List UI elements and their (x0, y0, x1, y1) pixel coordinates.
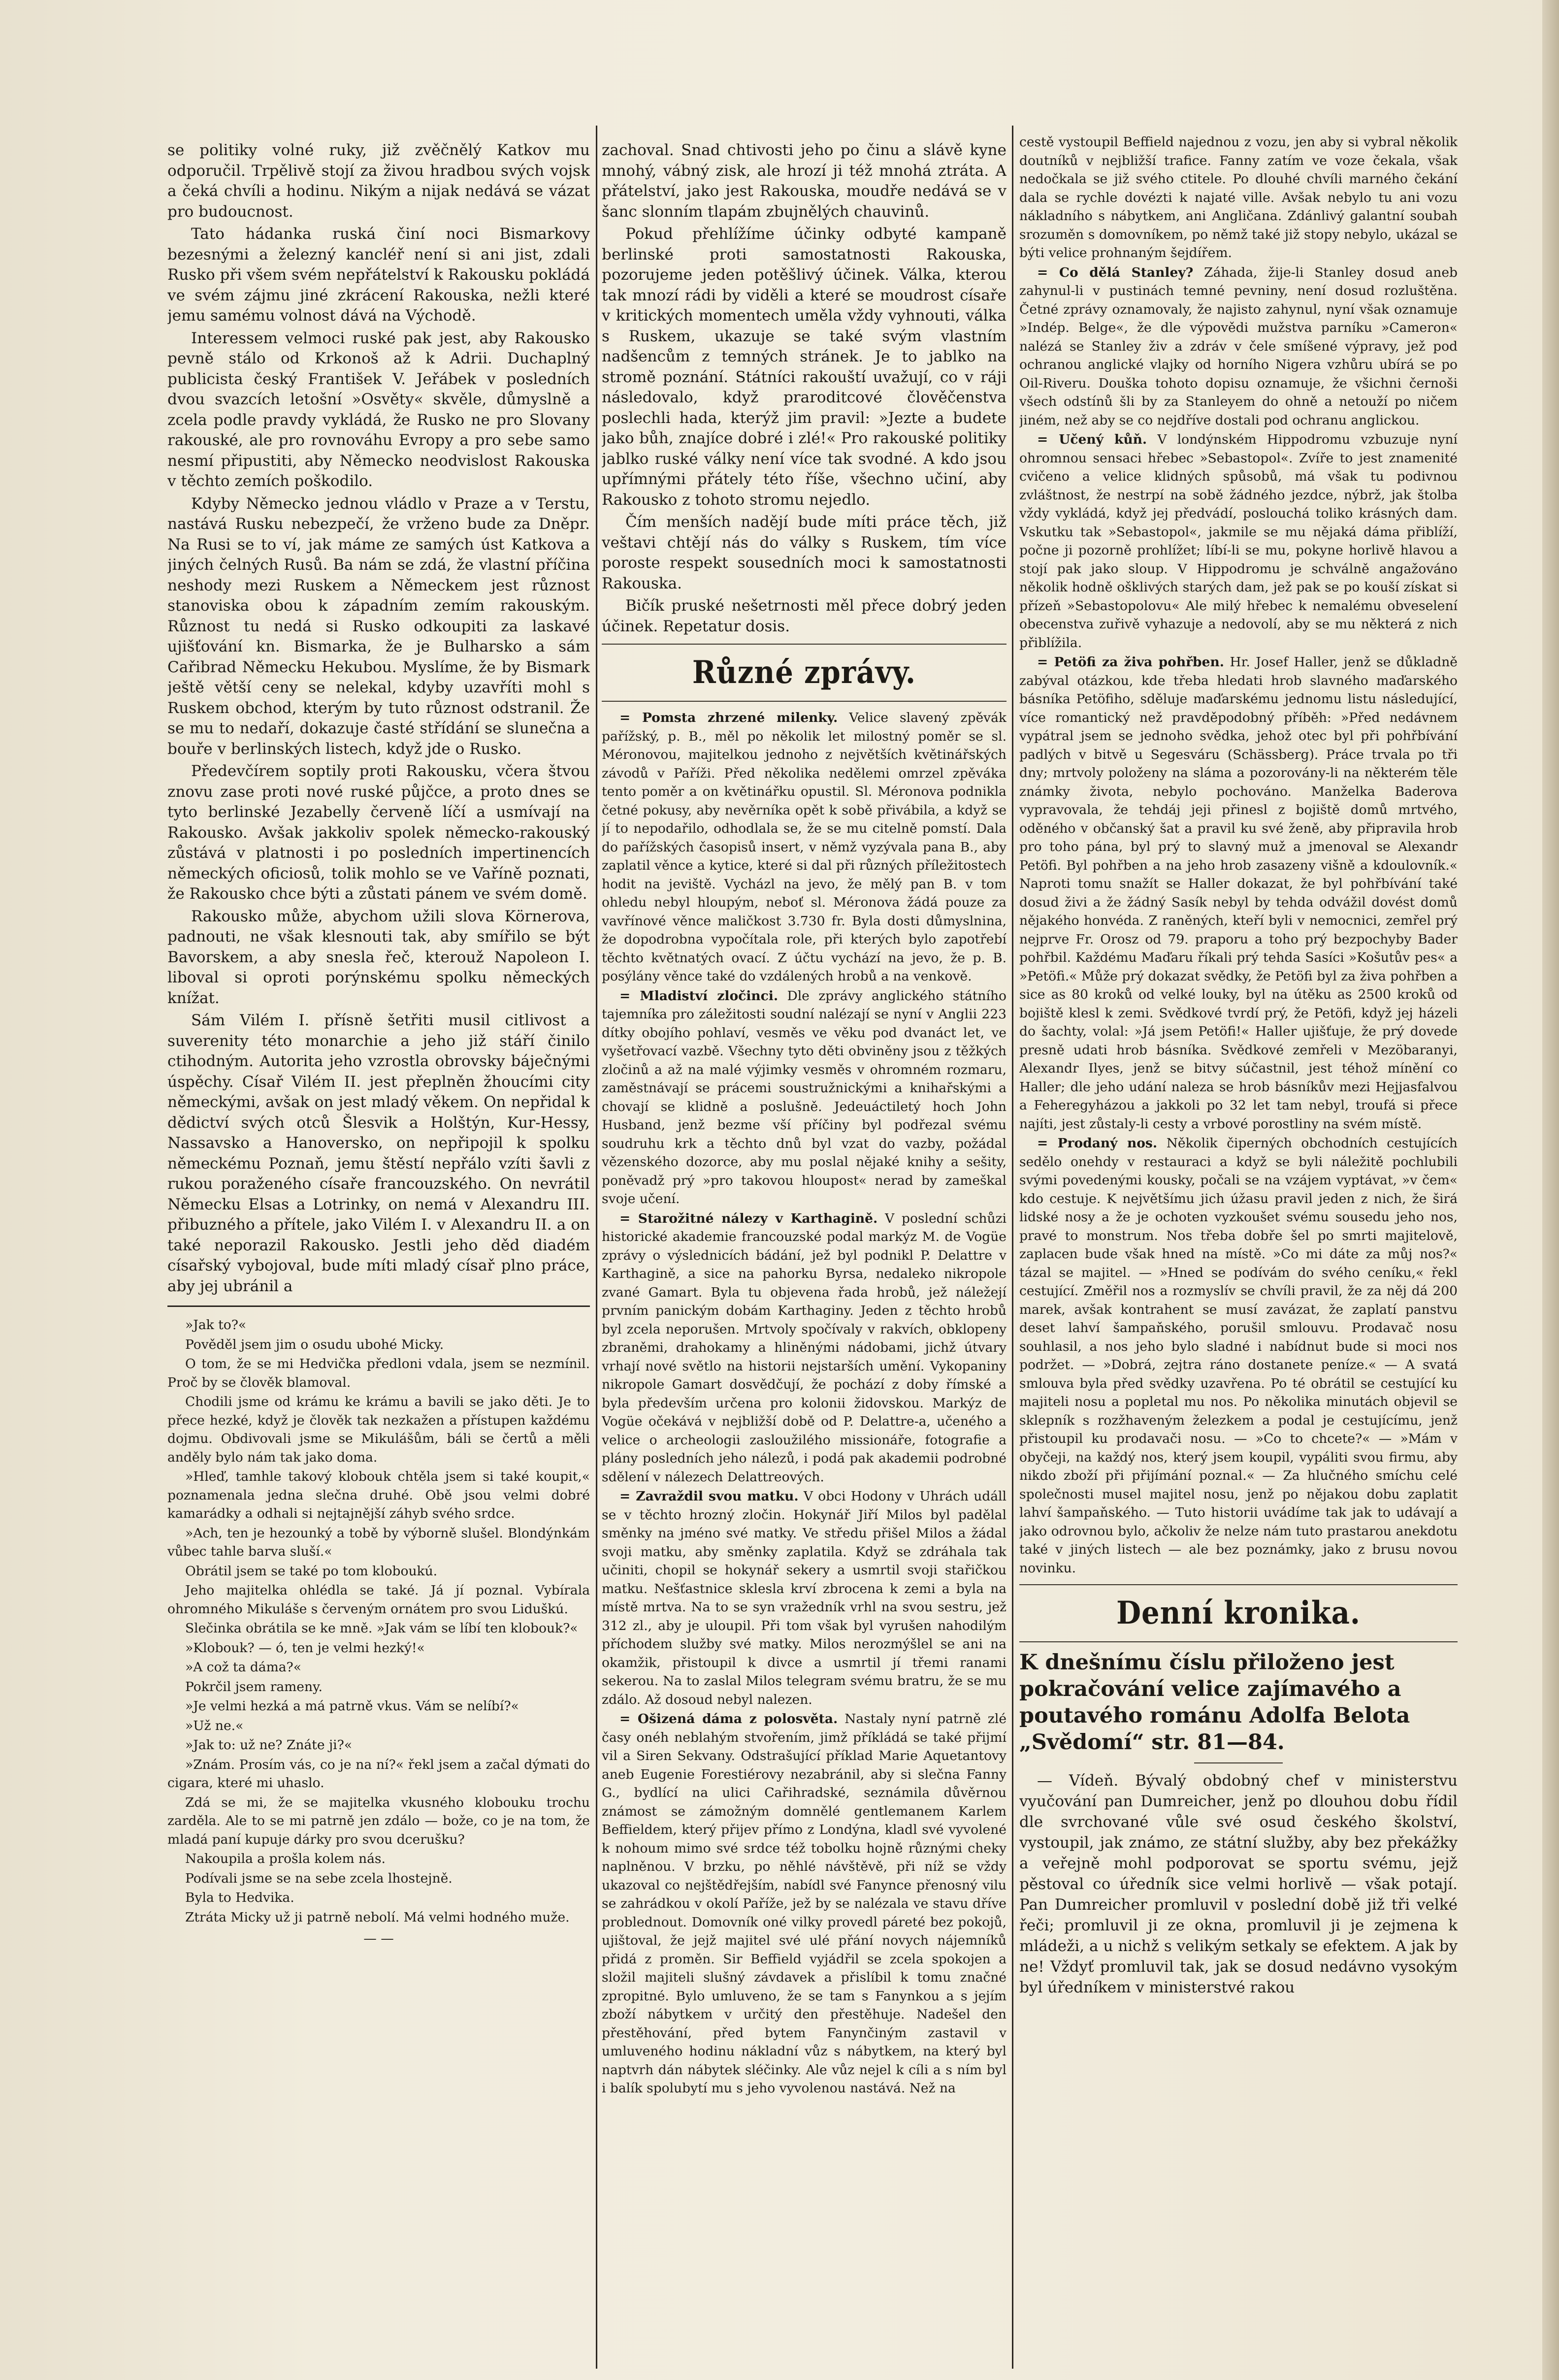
feuilleton-line: Zdá se mi, že se majitelka vkusného klobouku trochu zarděla. Ale to se mi patrně jen zdálo — bože, co je na tom, že mladá paní kupuje dárky pro svou dcerušku? (167, 1794, 590, 1847)
column1-paragraph: Sám Vilém I. přísně šetřiti musil citlivost a suverenity této monarchie a jeho již stáří činilo ctihodným. Autorita jeho vzrostla obrovsky báječnými úspěchy. Císař Vilém II. jest přeplněn žhoucími city německými, avšak on jest mladý věkem. On nepřidal k dědictví svých otců Šlesvik a Holštýn, Kur-Hessy, Nassavsko a Hanoversko, on nepřipojil k spolku německému Poznaň, jemu štěstí nepřálo vzíti šavli z rukou poraženého císaře francouzského. On nevrátil Německu Elsas a Lotrinky, on nemá v Alexandru III. přibuzného a přítele, jako Vilém I. v Alexandru II. a on také neporazil Rakousko. Jestli jeho děd diadém císařský vybojoval, bude míti mladý císař plno práce, aby jej ubránil a (167, 1011, 590, 1295)
news-title: = Zavraždil svou matku. (619, 1489, 799, 1504)
news-title: — Vídeň. (1037, 1772, 1119, 1790)
news-text: V obci Hodony v Uhrách událl se v těchto hrozný zločin. Hokynář Jiří Milos byl padělal směnky na jméno své matky. Ve středu přišel Milos a žádal svoji matku, aby směnky zaplatila. Když se zdráhala tak učiniti, chopil se hokynář sekery a usmrtil svoji stařičkou matku. Nešťastnice sklesla krví zbrocena k zemi a byla na místě mrtva. Na to se syn vražedník vrhl na svou sestru, jež 312 zl., aby je uloupil. Při tom však byl vyrušen nahodilým příchodem služby své matky. Milos nerozmýšlel se ani na okamžik, přistoupil k divce a usmrtil jí třemi ranami sekerou. Na to zaslal Milos telegram svému bratru, že se mu zdálo. Až dosoud nebyl nalezen. (602, 1489, 1007, 1707)
feuilleton-line: Podívali jsme se na sebe zcela lhostejně. (185, 1870, 453, 1886)
feuilleton-line: »Hleď, tamhle takový klobouk chtěla jsem si také koupit,« poznamenala jedna slečna druhé. Obě jsou velmi dobré kamarádky a odhali si nejtajnější záhyb svého srdce. (167, 1469, 590, 1521)
feuilleton (167, 1316, 590, 1948)
news-item (602, 709, 1007, 986)
feuilleton-line: Byla to Hedvika. (185, 1890, 294, 1905)
feuilleton-line: Pokrčil jsem rameny. (185, 1679, 323, 1695)
news-text: V londýnském Hippodromu vzbuzuje nyní ohromnou sensaci hřebec »Sebastopol«. Zvíře to jest znamenité cvičeno a velice klidných spůsobů, má však tu podivnou zvláštnost, že nestrpí na sobě žádného jezdce, nýbrž, jak štolba vždy vykládá, když jej předvádí, poslouchá toliko krásných dam. Vskutku tak »Sebastopol«, jakmile se mu nějaká dáma přiblíží, počne ji pozorně prohlížet; líbí-li se mu, pokyne horlivě hlavou a stojí pak jako sloup. V Hippodromu je schválně angažováno několik hodně ošklivých starých dam, jež pak se po kouší získat si přízeň »Sebastopolovu« Ale milý hřebec k nemalému obveselení obecenstva zuřivě vyhazuje a nedovolí, aby se mu některá z nich přiblížila. (1019, 432, 1458, 651)
news-title: = Starožitné nálezy v Karthagině. (619, 1210, 878, 1226)
section-heading-news: Různé zprávy. (692, 654, 916, 691)
news-text: Hr. Josef Haller, jenž se důkladně zabýval otázkou, kde třeba hledati hrob slavného maďarského básníka Petöfiho, sděluje maďarskému jednomu listu následující, více romantický než pravděpodobný příběh: »Před nedávnem vypátral jsem se jednoho svědka, jehož otec byl při pohřbívání padlých v bitvě u Segesváru (Schässberg). Práce trvala po tři dny; mrtvoly položeny na sláma a pozorovány-li na některém těle známky života, nebylo pochováno. Manželka Baderova vypravovala, že tehdáj jeji přinesl z bojiště domů mrtvého, oděného v občanský šat a pravil ku své ženě, aby připravila hrob pro toho pána, byl prý to slavný muž a jmenoval se Alexandr Petöfi. Byl pohřben a na jeho hrob zasazeny višně a kdoulovník.« Naproti tomu snažít se Haller dokazat, že byl pohřbívání také dosud živi a že žádný Sasík nebyl by tehda odvážil dovést domů nějakého honvéda. Z raněných, kteří byli v nemocnici, zemřel prý nejprve Fr. Orosz od 79. praporu a toho prý bezpochyby Bader pohřbil. Každému Maďaru říkali prý tehda Sasíci »Košutův pes« a »Petöfi.« Může prý dokazat svědky, že Petöfi byl za živa pohřben a sice as 80 kroků od velké louky, byl na útěku as 2500 kroků od bojiště klesl k zemi. Svědkové tvrdí prý, že Petöfi, když jej házeli do šachty, volal: »Já jsem Petöfi!« Haller ujišťuje, že prý dovede presně udati hrob básníka. Svědkové zemřeli v Mezöbaranyi, Alexandr Ilyes, jenž se bitvy súčastnil, jest téhož mínění co Haller; dle jeho udání naleza se hrob básníkův mezi Hejjasfalvou a Feheregyházou a jakkoli po 32 let tam nebyl, troufá si přece najíti, jest zůstaly-li cesty a vrbové porostliny na svém místě. (1019, 654, 1458, 1132)
news-text: Několik čiperných obchodních cestujících sedělo onehdy v restauraci a když se byli náležitě pochlubili svými povedenými kousky, počali se na vzájem vyptávat, »v čem« kdo cestuje. K největšímu jich úžasu pravil jeden z nich, že širá lidské nosy a že je ochoten vyzkoušet svému sousedu jeho nos, pravé to monstrum. Nos třeba dobře šel po smrti majitelově, zaplacen bude však hned na místě. »Co mi dáte za můj nos?« tázal se majitel. — »Hned se podívám do svého ceníku,« řekl cestující. Změřil nos a rozmyslív se chvíli pravil, že za něj dá 200 marek, avšak kontrahent se musí zavázat, že zaplatí panstvu deset lahví šampaňského, porušil smlouvu. Prodavač nosu souhlasil, a nos jeho bylo sladné i nabídnut bude si moci nos podržet. — »Dobrá, zejtra ráno dostanete peníze.« — A svatá smlouva byla před svědky uzavřena. Po té obrátil se cestující ku majiteli nosu a popletal mu nos. Po několika minutách objevil se sklepník s rozžhaveným železkem a podal je cestujícímu, jenž přistoupil ku prodavači nosu. — »Co to chcete?« — »Mám v obyčeji, na každý nos, který jsem koupil, vypáliti svou firmu, aby nikdo zboží při přijímání poznal.« — Za hlučného smíchu celé společnosti musel majitel nosu, jenž po nějakou dobu zaplatit lahví šampaňského. — Tuto historii uvádíme tak jak to udávají a jako odrovnou bylo, ačkoliv že nelze nám tuto prastarou anekdotu také v jiných listech — ale bez poznámky, jako z brusu novou novinku. (1019, 1136, 1458, 1576)
feuilleton-divider (167, 1305, 590, 1307)
section-divider (1019, 1641, 1458, 1642)
feuilleton-line: Obrátil jsem se také po tom kloboukú. (185, 1563, 438, 1579)
feuilleton-line: »Znám. Prosím vás, co je na ní?« řekl jsem a začal dýmati do cigara, které mi uhaslo. (167, 1757, 590, 1791)
feuilleton-line: »Už ne.« (185, 1718, 244, 1733)
feuilleton-line: »Jak to: už ne? Znáte ji?« (185, 1737, 353, 1753)
section-divider (602, 701, 1007, 702)
column-1 (167, 140, 590, 2376)
column1-paragraph: Rakousko může, abychom užili slova Körnerova, padnouti, ne však klesnouti tak, aby smířilo se být Bavorskem, a aby snesla řeč, kterouž Napoleon I. liboval si oproti porýnskému spolku německých knížat. (167, 907, 590, 1007)
supplement-notice: K dnešnímu číslu přiloženo jest pokračování velice zajímavého a poutavého románu Adolfa Belota „Svědomí“ str. 81—84. (1019, 1650, 1410, 1755)
feuilleton-line: Nakoupila a prošla kolem nás. (185, 1851, 386, 1866)
news-title: = Co dělá Stanley? (1037, 264, 1194, 280)
news-item (602, 1209, 1007, 1487)
feuilleton-line: Ztráta Micky už ji patrně nebolí. Má velmi hodného muže. (185, 1909, 570, 1925)
news-item (1019, 1134, 1458, 1577)
news-title: = Prodaný nos. (1037, 1136, 1158, 1151)
news-text: V poslední schůzi historické akademie francouzské podal markýz M. de Vogüe zprávy o výslednicích bádání, jež byl podnikl P. Delattre v Karthagině, a sice na pahorku Byrsa, nedaleko nikropole zvané Gamart. Byla tu objevena řada hrobů, jež náležejí prvním panickým dobám Karthaginy. Jeden z těchto hrobů byl zcela neporušen. Mrtvoly spočívaly v rakvích, obklopeny zbraněmi, drahokamy a hliněnými nádobami, jichž útvary vrhají nové světlo na historii nejstarších umění. Vykopaniny nikropole Gamart dosvědčují, že pochází z doby římské a byla především určena pro kolonii židovskou. Markýz de Vogüe očekává v nejbližší době od P. Delattre-a, učeného a velice o archeologii zasloužilého missionáře, fotografie a plány posledních jeho nálezů, i podá pak akademii podrobné sdělení v nálezech Delattreových. (602, 1210, 1007, 1485)
section-divider (1019, 1584, 1458, 1585)
feuilleton-line: »A což ta dáma?« (185, 1660, 301, 1675)
column-divider-left (596, 126, 597, 2369)
news-text: Dle zprávy anglického státního tajemníka pro záležitosti soudní nalézají se nyní v Anglii 223 dítky obojího pohlaví, vesměs ve věku pod dvanáct let, ve vyšetřovací vazbě. Všechny tyto děti obviněny jsou z těžkých zločinů a až na malé výjimky vesměs v ohromném rozmaru, zaměstnávají se prácemi soustružnickými a knihařskými a chovají se klidně a poslušně. Jedeuáctiletý hoch John Husband, jenž bezme vší příčiny byl podřezal svému soudruhu krk a těchto dnů byl vzat do vazby, požádal vězenského dozorce, aby mu poslal nějaké knihy a sešity, poněvadž prý »pro takovou hloupost« nerad by zameškal svoje učení. (602, 988, 1007, 1206)
column1-paragraph: Kdyby Německo jednou vládlo v Praze a v Terstu, nastává Rusku nebezpečí, že vrženo bude za Dněpr. Na Rusi se to ví, jak máme ze samých úst Katkova a jiných čelných Rusů. Ba nám se zdá, že vlastní příčina neshody mezi Ruskem a Německem jest různost stanoviska obou k západním zemím rakouským. Různost tu nedá si Rusko odkoupiti za laskavé ujišťování kn. Bismarka, že je Bulharsko a sám Cařibrad Německu Hekubou. Myslíme, že by Bismark ještě větší ceny se nelekal, kdyby uzavříti mohl s Ruskem obchod, kterým by tuto různost odstranil. Že se mu to nedaří, dokazuje časté střídání se slunečna a bouře v berlinských listech, když jde o Rusko. (167, 494, 590, 758)
news-title: = Učený kůň. (1037, 432, 1147, 447)
column-divider-right (1012, 126, 1013, 2369)
news-text: Bývalý obdobný chef v ministerstvu vyučování pan Dumreicher, jenž po dlouhou dobu řídil dle svrchované vůle své osud českého školství, vystoupil, jak známo, ze státní služby, aby bez překážky a veřejně mohl podporovat se sportu svému, jejž pěstoval co úředník sice velmi horlivě — však potají. Pan Dumreicher promluvil v poslední době již tři velké řeči; promluvil ji ze okna, promluvil ji je zejmena k mládeži, a u nichž s velikým setkaly se efektem. A jak by ne! Vždyť promluvil tak, jak se dosud nedávno vysokým byl úředníkem v ministerstvé rakou (1019, 1772, 1458, 1996)
page-edge (1542, 0, 1559, 2380)
short-divider (1194, 1762, 1283, 1763)
news-text: Velice slavený zpěvák pařížský, p. B., měl po několik let milostný poměr se sl. Méronovou, majitelkou jednoho z největších květinářských závodů v Paříži. Před několika nedělemi omrzel zpěváka tento poměr a on květinářku opustil. Sl. Méronova podnikla četné pokusy, aby nevěrníka opět k sobě přivábila, a když se jí to nepodařilo, odhodlala se, že se mu citelně pomstí. Dala do pařížských časopisů insert, v němž vyzývala pana B., aby zaplatil věnce a kytice, které si dal při různých příležitostech hodit na jeviště. Vycházl na jevo, že mělý pan B. v tom ohledu nebyl hloupým, neboť sl. Méronova žádá pouze za vavřínové věnce maličkost 3.730 fr. Byla dosti důmyslnina, že dopodrobna vypočítala role, při kterých bylo zapotřebí těchto květnatých ovací. Z účtu vychází na jevo, že p. B. posýlány věnce také do vzdálených hrobů a na venkově. (602, 710, 1007, 984)
news-title: = Mladiství zločinci. (619, 988, 779, 1004)
feuilleton-end-mark: — — (363, 1931, 394, 1946)
news-text: Nastaly nyní patrně zlé časy onéh neblahým stvořením, jimž příkládá se také přijmí vil a Siren Sekvany. Odstrašující příklad Marie Aquetantovy aneb Eugenie Forestiérovy nezabránil, aby si slečna Fanny G., bydlící na ulici Cařihradské, seznámila důvěrnou známost se zámožným domnělé gentlemanem Karlem Beffieldem, který přijev přímo z Londýna, kladl své vyvolené k nohoum mimo své srdce též tobolku hojně různými cheky naplněnou. V brzku, po něhlé návštěvě, při níž se vždy ukazoval co nejštědřejším, nabídl své Fanynce přenosný vilu se zahrádkou v okolí Paříže, jež by se nalézala ve stavu dříve problednout. Domovník oné vilky provedl páreté bez pokojů, ujištoval, že jejž majitel své ulé přání novych nájemníků přidá z proměn. Sir Beffield vyjádřil se zcela spokojen a složil majiteli slušný závdavek a přislíbil k tomu značné zpropitné. Bylo umluveno, že se tam s Fanynkou a s jejím zboží nábytkem v určitý den přestěhuje. Nadešel den přestěhování, před bytem Fanynčiným zastavil v umluveného hodinu nákladní vůz s nábytkem, na který byl naptvrh dán nábytek sléčinky. Ale vůz nejel k cíli a s ním byl i balík spolubytí mu s jeho vyvolenou nastává. Než na (602, 1711, 1007, 2096)
section-divider (602, 644, 1007, 645)
news-item (1019, 653, 1458, 1133)
news-item (1019, 263, 1458, 430)
feuilleton-line: Chodili jsme od krámu ke krámu a bavili se jako děti. Je to přece hezké, když je člověk tak nezkažen a přístupen každému dojmu. Obdivovali jsme se Mikulášům, báli se čertů a měli anděly bylo nám tak jako doma. (167, 1394, 590, 1465)
column1-paragraph: Interessem velmoci ruské pak jest, aby Rakousko pevně stálo od Krkonoš až k Adrii. Duchaplný publicista český František V. Jeřábek v posledních dvou svazcích letošní »Osvěty« skvěle, důmyslně a zcela podle pravdy vykládá, že Rusko ne pro Slovany rakouské, ale pro rovnováhu Evropy a pro sebe samo nesmí připustiti, aby Německo neodvislost Rakouska v těchto zemích poškodilo. (167, 329, 590, 490)
news-list (602, 709, 1007, 2098)
news-title: = Pomsta zhrzené milenky. (619, 710, 838, 725)
feuilleton-line: »Jak to?« (185, 1317, 247, 1333)
feuilleton-line: Slečinka obrátila se ke mně. »Jak vám se líbí ten klobouk?« (185, 1621, 578, 1636)
news-item (602, 1487, 1007, 1709)
column2-paragraph: Pokud přehlížíme účinky odbyté kampaně berlinské proti samostatnosti Rakouska, pozorujeme jeden potěšlivý účinek. Válka, kterou tak mnozí rádi by viděli a které se moudrost císaře v kritických momentech uměla vždy vyhnouti, válka s Ruskem, ukazuje se také svým vlastním nadšencům z temných stránek. Je to jablko na stromě poznání. Státníci rakouští uvažují, co v ráji následovalo, když praroditcové člověčenstva poslechli hada, kterýž jim pravil: »Jezte a budete jako bůh, znajíce dobré i zlé!« Pro rakouské politiky jablko ruské války není více tak svodné. A kdo jsou upřímnými přátely této říše, všechno učiní, aby Rakousko z tohoto stromu nejedlo. (602, 225, 1007, 509)
feuilleton-line: Jeho majitelka ohlédla se také. Já jí poznal. Vybírala ohromného Mikuláše s červeným ornátem pro svou Liduškú. (167, 1583, 590, 1617)
feuilleton-line: Pověděl jsem jim o osudu ubohé Micky. (185, 1337, 444, 1352)
news-title: = Ošizená dáma z polosvěta. (619, 1711, 838, 1727)
column1-paragraph: Předevčírem soptily proti Rakousku, včera štvou znovu zase proti nové ruské půjčce, a proto dnes se tyto berlinské Jezabelly červeně líčí a usmívají na Rakousko. Avšak jakkoliv spolek německo-rakouský zůstává v platnosti i po posledních impertinencích německých oficiosů, tolik mohlo se ve Vaříně poznati, že Rakousko chce býti a zůstati pánem ve svém domě. (167, 762, 590, 903)
section-heading-chronicle: Denní kronika. (1116, 1595, 1361, 1631)
news-title: = Petöfi za živa pohřben. (1037, 654, 1224, 670)
feuilleton-line: »Ach, ten je hezounký a tobě by výborně slušel. Blondýnkám vůbec tahle barva sluší.« (167, 1525, 590, 1559)
news-item (1019, 430, 1458, 652)
news-item (1019, 1770, 1458, 1998)
column2-paragraph: Čím menších nadějí bude míti práce těch, již veštavi chtějí nás do války s Ruskem, tím více poroste respekt sousedních moci k samostatnosti Rakouska. (602, 513, 1007, 592)
feuilleton-line: »Klobouk? — ó, ten je velmi hezký!« (185, 1640, 425, 1656)
column3-continued: cestě vystoupil Beffield najednou z vozu, jen aby si vybral několik doutníků v nejbližší trafice. Fanny zatím ve voze čekala, však nedočkala se již svého ctitele. Po dlouhé chvíli marného čekání dala se rychle dovézti k najaté ville. Avšak nebylo tu ani vozu nákladního s nábytkem, ani Angličana. Zdánlivý galantní soubah srozuměn s domovníkem, po němž také již stopy nebylo, ukázal se býti velice prohnaným šejdířem. (1019, 134, 1458, 261)
news-text: Záhada, žije-li Stanley dosud aneb zahynul-li v pustinách temné pevniny, není dosud rozluštěna. Četné zprávy oznamovaly, že najisto zahynul, nyní však oznamuje »Indép. Belge«, že dle výpovědi mužstva parníku »Cameron« nalézá se Stanley živ a zdráv v čele smíšené výpravy, jež pod ochranou anglické vlajky od horního Nigera vzhůru ubírá se po Oil-Riveru. Douška tohoto dopisu oznamuje, že všichni černoši všech odstínů šli by za Stanleyem do ohně a netouží po ničem jiném, než aby se co nejdříve dostali pod ochranu anglickou. (1019, 264, 1458, 428)
column2-paragraph: Bičík pruské nešetrnosti měl přece dobrý jeden účinek. Repetatur dosis. (602, 597, 1007, 635)
feuilleton-line: O tom, že se mi Hedvička předloni vdala, jsem se nezmínil. Proč by se člověk blamoval. (167, 1356, 590, 1390)
column2-paragraph: zachoval. Snad chtivosti jeho po činu a slávě kyne mnohý, vábný zisk, ale hrozí ji též mnohá ztráta. A přátelství, jako jest Rakouska, moudře nedává se v šanc slonním tlapám zbujnělých chauvinů. (602, 141, 1007, 221)
feuilleton-line: »Je velmi hezká a má patrně vkus. Vám se nelíbí?« (185, 1698, 519, 1714)
news-item (602, 987, 1007, 1208)
news-item (602, 1710, 1007, 2098)
column-2 (602, 140, 1007, 2376)
column1-paragraph: Tato hádanka ruská činí noci Bismarkovy bezesnými a železný kancléř není si ani jist, zdali Rusko při všem svém nepřátelství k Rakousku pokládá ve svém zájmu jiné zkrácení Rakouska, nežli které jemu samému volnost dává na Východě. (167, 225, 590, 325)
column1-paragraph: se politiky volné ruky, již zvěčnělý Katkov mu odporučil. Trpělivě stojí za živou hradbou svých vojsk a čeká chvíli a hodinu. Nikým a nijak nedává se vázat pro budoucnost. (167, 141, 590, 221)
column-3 (1019, 133, 1458, 2369)
